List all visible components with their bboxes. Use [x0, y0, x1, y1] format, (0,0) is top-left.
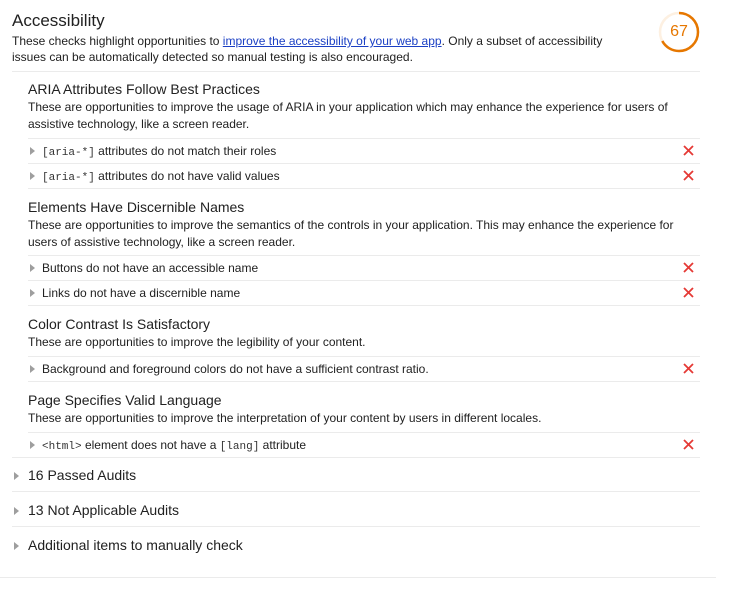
group-names [28, 198, 688, 251]
expand-arrow-icon [30, 147, 35, 155]
divider [0, 577, 716, 578]
not-applicable-audits-toggle[interactable] [14, 499, 700, 521]
score-value: 67 [670, 23, 688, 40]
divider [12, 526, 700, 527]
divider [28, 381, 700, 382]
audit-text: Background and foreground colors do not have a sufficient contrast ratio. [42, 362, 429, 376]
fail-x-icon [683, 287, 694, 298]
divider [28, 163, 700, 164]
summary-label: Additional items to manually check [28, 537, 243, 553]
category-header [12, 10, 632, 65]
divider [28, 305, 700, 306]
divider [12, 491, 700, 492]
expand-arrow-icon [14, 472, 19, 480]
manual-items-toggle[interactable] [14, 534, 700, 556]
expand-arrow-icon [14, 542, 19, 550]
group-title: Page Specifies Valid Language [28, 392, 222, 408]
passed-audits-toggle[interactable] [14, 464, 700, 486]
divider [28, 138, 700, 139]
audit-code: <html> [42, 441, 82, 453]
fail-x-icon [683, 170, 694, 181]
summary-label: 13 Not Applicable Audits [28, 502, 179, 518]
accessibility-link[interactable]: improve the accessibility of your web app [222, 34, 442, 48]
audit-code: [aria-*] [42, 147, 95, 159]
divider [28, 188, 700, 189]
audit-link-name[interactable] [30, 283, 700, 303]
audit-button-name[interactable] [30, 258, 700, 278]
category-description [12, 33, 632, 65]
category-desc-before: These checks highlight opportunities to [12, 34, 223, 48]
divider [28, 432, 700, 433]
group-language [28, 391, 688, 427]
audit-code: [aria-*] [42, 172, 95, 184]
group-description: These are opportunities to improve the interpretation of your content by users in different locales. [28, 411, 542, 425]
fail-x-icon [683, 145, 694, 156]
audit-text: element does not have a [81, 438, 220, 452]
divider [28, 356, 700, 357]
expand-arrow-icon [30, 441, 35, 449]
audit-text: attributes do not have valid values [94, 169, 280, 183]
divider [28, 280, 700, 281]
group-description: These are opportunities to improve the semantics of the controls in your application. This may enhance the experience for users of assistive technology, like a screen reader. [28, 218, 674, 249]
audit-text: attribute [259, 438, 307, 452]
fail-x-icon [683, 363, 694, 374]
audit-aria-valid-attr-value[interactable] [30, 166, 700, 186]
group-title: Elements Have Discernible Names [28, 199, 245, 215]
group-aria [28, 80, 688, 133]
audit-aria-allowed-attr[interactable] [30, 141, 700, 161]
expand-arrow-icon [30, 264, 35, 272]
group-contrast [28, 315, 688, 351]
fail-x-icon [683, 439, 694, 450]
audit-text: Links do not have a discernible name [42, 286, 241, 300]
category-desc-after: . Only a subset of accessibility issues can be automatically detected so manual testing is also encouraged. [12, 34, 603, 64]
score-gauge [658, 11, 700, 53]
fail-x-icon [683, 262, 694, 273]
summary-label: 16 Passed Audits [28, 467, 137, 483]
category-title: Accessibility [12, 11, 105, 30]
group-description: These are opportunities to improve the usage of ARIA in your application which may enhance the experience for users of assistive technology, like a screen reader. [28, 100, 668, 131]
group-title: Color Contrast Is Satisfactory [28, 316, 211, 332]
audit-code: [lang] [219, 441, 260, 453]
divider [12, 457, 700, 458]
audit-color-contrast[interactable] [30, 359, 700, 379]
expand-arrow-icon [30, 365, 35, 373]
expand-arrow-icon [30, 172, 35, 180]
divider [12, 71, 700, 72]
audit-text: Buttons do not have an accessible name [42, 261, 259, 275]
expand-arrow-icon [14, 507, 19, 515]
audit-html-has-lang[interactable] [30, 435, 700, 455]
group-description: These are opportunities to improve the legibility of your content. [28, 335, 366, 349]
group-title: ARIA Attributes Follow Best Practices [28, 81, 260, 97]
audit-text: attributes do not match their roles [94, 144, 277, 158]
expand-arrow-icon [30, 289, 35, 297]
divider [28, 255, 700, 256]
